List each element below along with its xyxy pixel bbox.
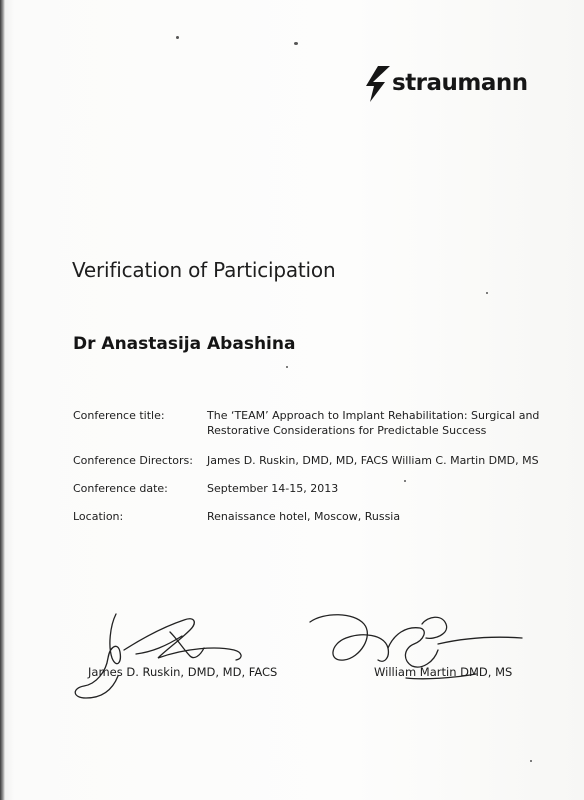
- scan-speck: [176, 36, 179, 39]
- detail-row-directors: [73, 453, 553, 481]
- signature-ruskin: [66, 606, 276, 702]
- brand-name: straumann: [392, 70, 528, 96]
- detail-label: Location:: [73, 510, 124, 523]
- scan-speck: [294, 42, 298, 45]
- signature-caption-martin: William Martin DMD, MS: [374, 665, 513, 679]
- scan-speck: [486, 292, 488, 294]
- scan-edge: [0, 0, 5, 800]
- detail-value: Renaissance hotel, Moscow, Russia: [207, 510, 401, 523]
- scan-speck: [286, 366, 288, 368]
- detail-label: Conference title:: [73, 409, 165, 422]
- scan-speck: [530, 760, 532, 762]
- detail-value: James D. Ruskin, DMD, MD, FACS William C. Martin DMD, MS: [207, 454, 539, 467]
- detail-row-date: [73, 481, 553, 509]
- detail-row-location: [73, 509, 553, 529]
- participant-name: Dr Anastasija Abashina: [73, 334, 296, 354]
- detail-row-conference-title: [73, 408, 553, 453]
- signature-caption-ruskin: James D. Ruskin, DMD, MD, FACS: [88, 665, 278, 679]
- conference-details: [73, 408, 553, 529]
- detail-value: The ‘TEAM’ Approach to Implant Rehabilitation: Surgical and Restorative Considerations for Predictable Success: [207, 409, 540, 437]
- detail-value: September 14-15, 2013: [207, 482, 339, 495]
- straumann-logo: [364, 64, 534, 104]
- detail-label: Conference Directors:: [73, 454, 193, 467]
- detail-label: Conference date:: [73, 482, 168, 495]
- certificate-title: Verification of Participation: [72, 258, 336, 282]
